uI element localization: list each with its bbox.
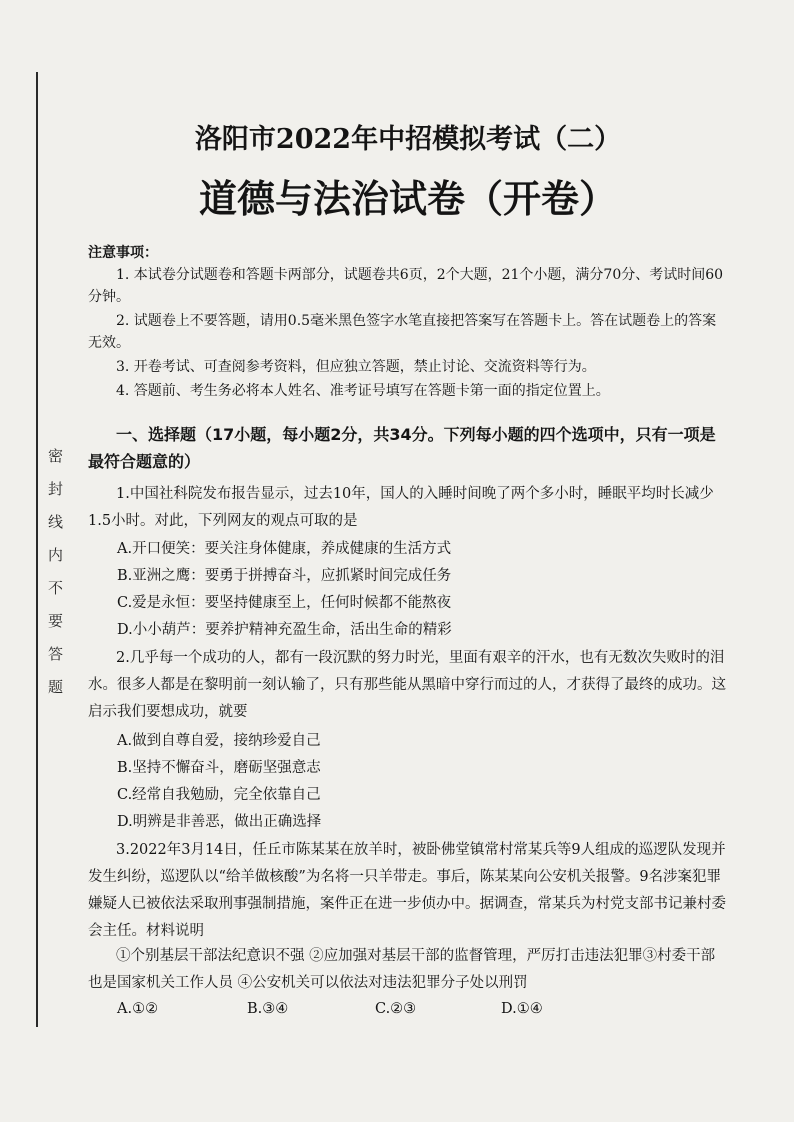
question-3-statements: ①个别基层干部法纪意识不强 ②应加强对基层干部的监督管理，严厉打击违法犯罪③村委干部也是国家机关工作人员 ④公安机关可以依法对违法犯罪分子处以刑罚 [88, 948, 716, 991]
question-1-option-d: D.小小葫芦：要养护精神充盈生命，活出生命的精彩 [117, 622, 452, 638]
question-3-choice-a: A.①② [117, 1001, 159, 1017]
note-item-2: 2. 试题卷上不要答题，请用0.5毫米黑色签字水笔直接把答案写在答题卡上。答在试题卷上的答案无效。 [88, 313, 717, 351]
binding-line [36, 72, 38, 1027]
note-item-4: 4. 答题前、考生务必将本人姓名、准考证号填写在答题卡第一面的指定位置上。 [116, 383, 610, 399]
question-3-choice-d: D.①④ [501, 1001, 543, 1017]
question-3-choice-c: C.②③ [375, 1001, 417, 1017]
exam-title: 洛阳市2022年中招模拟考试（二） [194, 124, 622, 155]
question-1-option-b: B.亚洲之鹰：要勇于拼搏奋斗，应抓紧时间完成任务 [117, 568, 452, 584]
question-1-option-a: A.开口便笑：要关注身体健康，养成健康的生活方式 [117, 541, 452, 557]
question-2-option-c: C.经常自我勉励，完全依靠自己 [117, 787, 321, 803]
note-item-1: 1. 本试卷分试题卷和答题卡两部分，试题卷共6页，2个大题，21个小题，满分70分、考试时间60分钟。 [88, 267, 724, 305]
question-2-option-b: B.坚持不懈奋斗，磨砺坚强意志 [117, 760, 321, 776]
question-2-option-d: D.明辨是非善恶，做出正确选择 [117, 814, 322, 830]
notes-heading: 注意事项： [88, 245, 158, 261]
note-item-3: 3. 开卷考试、可查阅参考资料，但应独立答题，禁止讨论、交流资料等行为。 [116, 359, 596, 375]
question-2-option-a: A.做到自尊自爱，接纳珍爱自己 [117, 733, 321, 749]
section-heading: 一、选择题（17小题，每小题2分，共34分。下列每小题的四个选项中，只有一项是最符合题意的） [88, 425, 716, 471]
question-2-stem: 2.几乎每一个成功的人，都有一段沉默的努力时光，里面有艰辛的汗水，也有无数次失败时的泪水。很多人都是在黎明前一刻认输了，只有那些能从黑暗中穿行而过的人，才获得了最终的成功。这启示我们要想成功，就要 [88, 650, 726, 720]
binding-seal-text: 密封线内不要答题 [46, 448, 64, 712]
question-1-option-c: C.爱是永恒：要坚持健康至上，任何时候都不能熬夜 [117, 595, 452, 611]
question-3-choice-b: B.③④ [247, 1001, 289, 1017]
exam-subtitle: 道德与法治试卷（开卷） [198, 177, 617, 221]
question-3-stem: 3.2022年3月14日，任丘市陈某某在放羊时，被卧佛堂镇常村常某兵等9人组成的巡逻队发现并发生纠纷，巡逻队以“给羊做核酸”为名将一只羊带走。事后，陈某某向公安机关报警。9名涉案犯罪嫌疑人已被依法采取刑事强制措施，案件正在进一步侦办中。据调查，常某兵为村党支部书记兼村委会主任。材料说明 [88, 842, 726, 939]
question-1-stem: 1.中国社科院发布报告显示，过去10年，国人的入睡时间晚了两个多小时，睡眠平均时长减少1.5小时。对此，下列网友的观点可取的是 [88, 486, 714, 529]
